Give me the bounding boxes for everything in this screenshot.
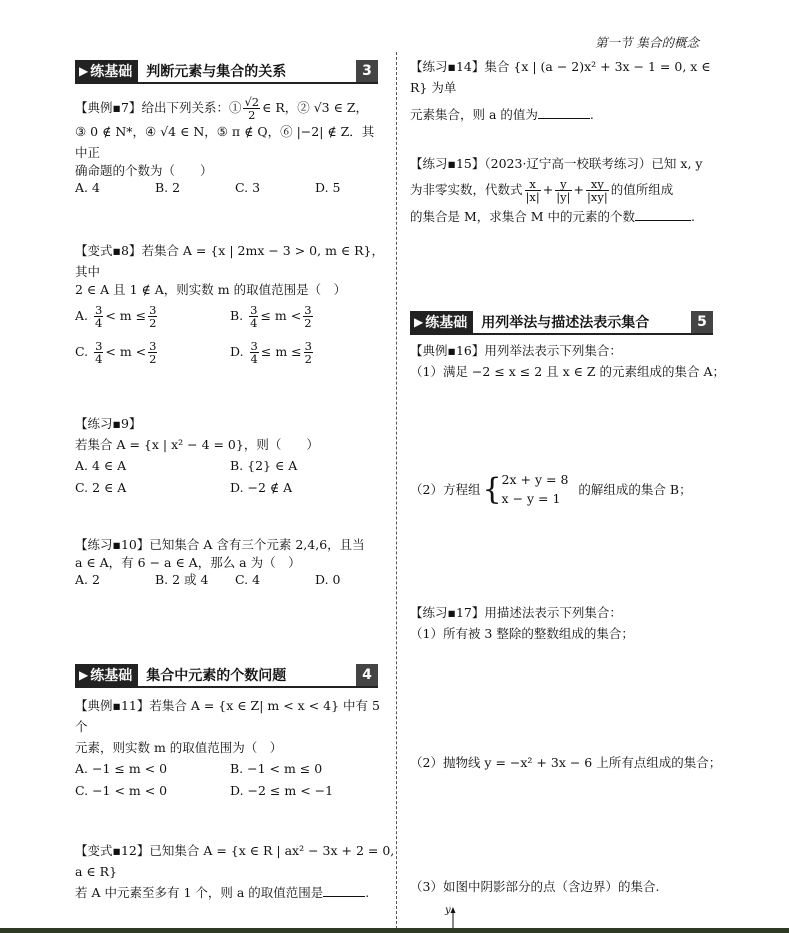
section-title: 用列举法与描述法表示集合 xyxy=(481,315,650,331)
triangle-icon: ▶ xyxy=(414,315,424,329)
option-a[interactable]: A. 4 xyxy=(75,180,100,195)
triangle-icon: ▶ xyxy=(79,668,89,682)
section-tag: ▶ 练基础 xyxy=(75,664,138,686)
fraction: $\frac{√2}{2}$ xyxy=(244,95,260,122)
section-tag: ▶ 练基础 xyxy=(75,60,138,82)
option-d[interactable]: D. −2 ≤ m < −1 xyxy=(230,783,334,798)
option-b[interactable]: B. 2 或 4 xyxy=(155,572,209,587)
option-b[interactable]: B. {2} ∈ A xyxy=(230,458,298,473)
page-header: 第一节 集合的概念 xyxy=(595,35,699,50)
question-10: 【练习▪10】已知集合 A 含有三个元素 2,4,6，且当 a ∈ A，有 6 − a ∈ A，那么 a 为（ ） A. 2 B. 2 或 4 C. 4 D. 0 xyxy=(75,534,385,589)
section-title: 判断元素与集合的关系 xyxy=(146,64,287,80)
answer-blank[interactable] xyxy=(323,884,365,897)
equation-system: 2x + y = 8 x − y = 1 xyxy=(501,472,569,506)
question-9: 【练习▪9】若集合 A = {x | x² − 4 = 0}，则（ ） A. 4 ∈ A B. {2} ∈ A C. 2 ∈ A D. −2 ∉ A xyxy=(75,413,385,499)
section-number: 3 xyxy=(356,60,378,82)
question-17: 【练习▪17】用描述法表示下列集合： （1）所有被 3 整除的整数组成的集合； xyxy=(410,605,634,641)
question-label: 【变式▪8】 xyxy=(75,243,142,258)
answer-blank[interactable] xyxy=(635,208,691,221)
question-label: 【练习▪14】 xyxy=(410,59,485,74)
question-16-part-2: （2）方程组 { 2x + y = 8 x − y = 1 的解组成的集合 B； xyxy=(410,471,692,507)
left-brace: { xyxy=(482,471,502,507)
question-12: 【变式▪12】已知集合 A = {x ∈ R | ax² − 3x + 2 = 0, a ∈ R} 若 A 中元素至多有 1 个，则 a 的取值范围是 . xyxy=(75,843,395,900)
question-label: 【典例▪7】 xyxy=(75,100,142,115)
option-a[interactable]: A. 4 ∈ A xyxy=(75,458,127,473)
section-title: 集合中元素的个数问题 xyxy=(146,668,287,684)
question-15: 【练习▪15】（2023·辽宁高一校联考练习）已知 x, y 为非零实数，代数式 $\frac{x}{|x|}$ + $\frac{y}{|y|}$ + $\frac{xy}{|xy|}$ 的值所组成 的集合是 M，求集合 M 中的元素的个数 . xyxy=(410,156,703,224)
question-17-part-2: （2）抛物线 y = −x² + 3x − 6 上所有点组成的集合； xyxy=(410,755,722,770)
question-label: 【典例▪11】 xyxy=(75,698,150,713)
section-header-4 xyxy=(75,664,378,688)
question-17-part-3: （3）如图中阴影部分的点（含边界）的集合. xyxy=(410,879,660,894)
option-a[interactable]: A. $\frac{3}{4}$ < m ≤ $\frac{3}{2}$ xyxy=(75,303,157,330)
bottom-bar xyxy=(0,928,789,933)
section-header-3 xyxy=(75,60,378,84)
question-7: 【典例▪7】给出下列关系：① $\frac{√2}{2}$ ∈ R，② √3 ∈ Z， ③ 0 ∉ N*，④ √4 ∈ N，⑤ π ∉ Q，⑥ |−2| ∉ Z．其中正 确命题的个数为（ ） A. 4 B. 2 C. 3 D. 5 xyxy=(75,96,385,197)
column-divider xyxy=(396,52,397,929)
answer-options xyxy=(75,179,385,197)
option-a[interactable]: A. −1 ≤ m < 0 xyxy=(75,761,168,776)
question-16: 【典例▪16】用列举法表示下列集合： （1）满足 −2 ≤ x ≤ 2 且 x ∈ Z 的元素组成的集合 A； xyxy=(410,343,726,379)
question-11: 【典例▪11】若集合 A = {x ∈ Z| m < x < 4} 中有 5 个 元素，则实数 m 的取值范围为（ ） A. −1 ≤ m < 0 B. −1 < m ≤ 0 C. −1 < m < 0 D. −2 ≤ m < −1 xyxy=(75,695,385,802)
question-14: 【练习▪14】集合 {x | (a − 2)x² + 3x − 1 = 0, x ∈ R} 为单 元素集合，则 a 的值为 . xyxy=(410,59,711,122)
question-label: 【练习▪17】 xyxy=(410,605,485,620)
option-d[interactable]: D. 0 xyxy=(315,572,341,587)
option-a[interactable]: A. 2 xyxy=(75,572,100,587)
option-c[interactable]: C. 4 xyxy=(235,572,261,587)
question-8: 【变式▪8】若集合 A = {x | 2mx − 3 > 0, m ∈ R}，其中 2 ∈ A 且 1 ∉ A，则实数 m 的取值范围是（ ） A. $\frac{3}{4}$ < m ≤ $\frac{3}{2}$ B. $\frac{3}{4}$ ≤ m < $\frac{3}{2}$ C. $\frac{3}{4}$ < m < $\frac{3}{2}$ D. $\frac{3}{4}$ ≤ m ≤ $\frac{3}{2}$ xyxy=(75,240,385,370)
triangle-icon: ▶ xyxy=(79,64,89,78)
y-axis-arrow xyxy=(441,905,471,929)
question-label: 【典例▪16】 xyxy=(410,343,485,358)
question-label: 【练习▪9】 xyxy=(75,416,142,431)
option-c[interactable]: C. 3 xyxy=(235,180,261,195)
section-number: 4 xyxy=(356,664,378,686)
question-label: 【练习▪10】 xyxy=(75,537,150,552)
option-d[interactable]: D. −2 ∉ A xyxy=(230,480,293,495)
answer-options xyxy=(75,298,385,370)
axis-figure xyxy=(441,905,471,929)
question-label: 【练习▪15】 xyxy=(410,156,485,171)
option-b[interactable]: B. −1 < m ≤ 0 xyxy=(230,761,323,776)
section-tag: ▶ 练基础 xyxy=(410,311,473,333)
question-label: 【变式▪12】 xyxy=(75,843,150,858)
answer-blank[interactable] xyxy=(538,106,590,119)
answer-options xyxy=(75,455,385,499)
section-number: 5 xyxy=(691,311,713,333)
section-header-5 xyxy=(410,311,713,335)
option-c[interactable]: C. 2 ∈ A xyxy=(75,480,127,495)
option-d[interactable]: D. 5 xyxy=(315,180,341,195)
answer-options xyxy=(75,571,385,589)
y-axis-label: y xyxy=(445,905,451,916)
option-c[interactable]: C. −1 < m < 0 xyxy=(75,783,168,798)
option-b[interactable]: B. 2 xyxy=(155,180,181,195)
option-d[interactable]: D. $\frac{3}{4}$ ≤ m ≤ $\frac{3}{2}$ xyxy=(230,339,312,366)
option-c[interactable]: C. $\frac{3}{4}$ < m < $\frac{3}{2}$ xyxy=(75,339,157,366)
answer-options xyxy=(75,758,385,802)
option-b[interactable]: B. $\frac{3}{4}$ ≤ m < $\frac{3}{2}$ xyxy=(230,303,312,330)
